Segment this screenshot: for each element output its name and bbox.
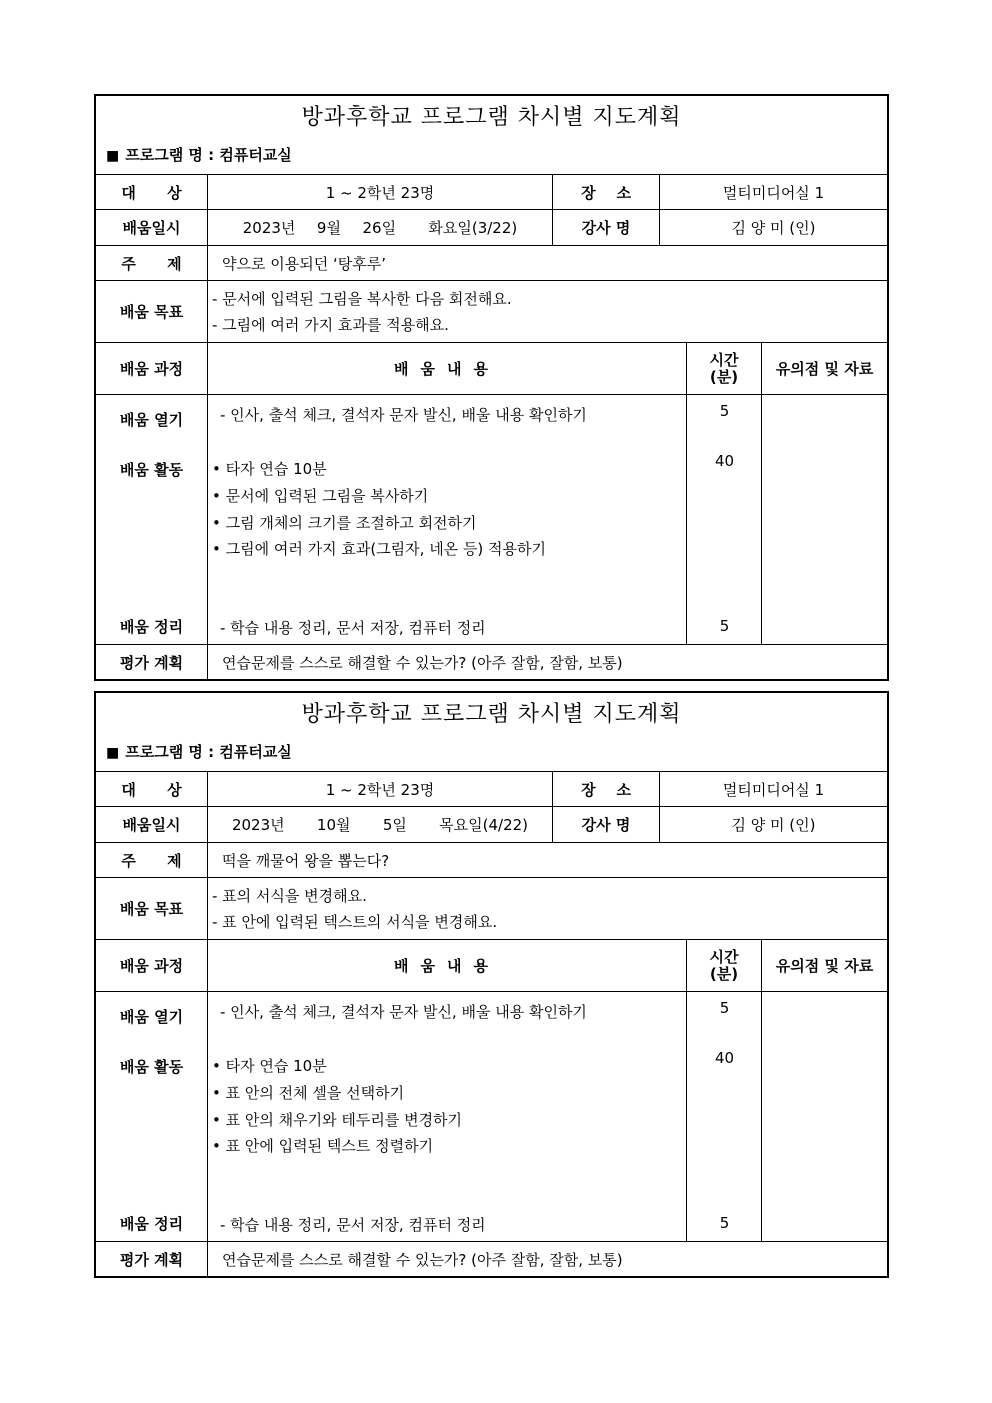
evaluation-value: 연습문제를 스스로 해결할 수 있는가? (아주 잘함, 잘함, 보통) xyxy=(207,1242,887,1276)
evaluation-value: 연습문제를 스스로 해결할 수 있는가? (아주 잘함, 잘함, 보통) xyxy=(207,645,887,679)
goal-item: - 그림에 여러 가지 효과를 적용해요. xyxy=(212,315,449,334)
goals-label: 배움 목표 xyxy=(119,900,184,918)
plan-title: 방과후학교 프로그램 차시별 지도계획 xyxy=(301,702,682,727)
goal-item: - 표의 서식을 변경해요. xyxy=(212,886,367,905)
stage-activity: 배움 활동 xyxy=(119,1058,184,1076)
notes-column xyxy=(761,395,887,644)
target-value: 1 ~ 2학년 23명 xyxy=(207,175,552,209)
time-activity: 40 xyxy=(714,452,735,470)
program-name: ■ 프로그램 명 : 컴퓨터교실 xyxy=(96,140,887,175)
activity-item: • 타자 연습 10분 xyxy=(212,1057,327,1075)
process-body-row xyxy=(96,992,887,1242)
target-row xyxy=(96,772,887,807)
place-label: 장 소 xyxy=(552,772,659,806)
activity-item: • 표 안의 채우기와 테두리를 변경하기 xyxy=(212,1111,463,1129)
topic-row xyxy=(96,843,887,878)
goal-item: - 문서에 입력된 그림을 복사한 다음 회전해요. xyxy=(212,289,512,308)
date-row xyxy=(96,807,887,843)
evaluation-row xyxy=(96,645,887,679)
place-label: 장 소 xyxy=(552,175,659,209)
teacher-label: 강사 명 xyxy=(552,210,659,245)
time-close: 5 xyxy=(719,1214,730,1232)
teacher-value: 김 양 미 (인) xyxy=(659,807,887,842)
process-label: 배움 과정 xyxy=(119,360,184,378)
stage-column xyxy=(96,992,207,1241)
time-header: 시간 (분) xyxy=(686,343,761,394)
content-header: 배움내용 xyxy=(207,940,686,991)
stage-activity: 배움 활동 xyxy=(119,461,184,479)
target-label: 대 상 xyxy=(121,183,182,202)
time-activity: 40 xyxy=(714,1049,735,1067)
place-value: 멀티미디어실 1 xyxy=(659,772,887,806)
square-bullet-icon: ■ xyxy=(106,148,120,164)
topic-label: 주 제 xyxy=(121,851,182,870)
open-content: - 인사, 출석 체크, 결석자 문자 발신, 배울 내용 확인하기 xyxy=(220,406,587,424)
topic-label: 주 제 xyxy=(121,254,182,273)
notes-header: 유의점 및 자료 xyxy=(761,940,887,991)
date-value: 2023년 10월 5일 목요일(4/22) xyxy=(207,807,552,842)
goal-item: - 표 안에 입력된 텍스트의 서식을 변경해요. xyxy=(212,912,498,931)
content-column xyxy=(207,992,686,1241)
time-column xyxy=(686,992,761,1241)
time-column xyxy=(686,395,761,644)
goals-label: 배움 목표 xyxy=(119,303,184,321)
topic-value: 약으로 이용되던 ‘탕후루’ xyxy=(207,246,887,280)
activity-item: • 표 안에 입력된 텍스트 정렬하기 xyxy=(212,1137,434,1155)
goals-list xyxy=(207,878,887,939)
evaluation-label: 평가 계획 xyxy=(119,653,184,672)
activity-item: • 타자 연습 10분 xyxy=(212,460,327,478)
notes-header: 유의점 및 자료 xyxy=(761,343,887,394)
evaluation-label: 평가 계획 xyxy=(119,1250,184,1269)
stage-close: 배움 정리 xyxy=(119,618,184,636)
target-label: 대 상 xyxy=(121,780,182,799)
stage-close: 배움 정리 xyxy=(119,1215,184,1233)
lesson-plan-1 xyxy=(94,94,889,681)
time-open: 5 xyxy=(719,402,730,420)
process-header-row xyxy=(96,343,887,395)
time-header: 시간 (분) xyxy=(686,940,761,991)
square-bullet-icon: ■ xyxy=(106,745,120,761)
goals-list xyxy=(207,281,887,342)
activity-item: • 표 안의 전체 셀을 선택하기 xyxy=(212,1084,405,1102)
goals-row xyxy=(96,878,887,940)
date-row xyxy=(96,210,887,246)
time-close: 5 xyxy=(719,617,730,635)
topic-row xyxy=(96,246,887,281)
date-label: 배움일시 xyxy=(122,816,181,834)
content-column xyxy=(207,395,686,644)
goals-row xyxy=(96,281,887,343)
topic-value: 떡을 깨물어 왕을 뽑는다? xyxy=(207,843,887,877)
date-label: 배움일시 xyxy=(122,219,181,237)
content-header: 배움내용 xyxy=(207,343,686,394)
date-value: 2023년 9월 26일 화요일(3/22) xyxy=(207,210,552,245)
close-content: - 학습 내용 정리, 문서 저장, 컴퓨터 정리 xyxy=(220,1216,486,1234)
open-content: - 인사, 출석 체크, 결석자 문자 발신, 배울 내용 확인하기 xyxy=(220,1003,587,1021)
activity-item: • 그림에 여러 가지 효과(그림자, 네온 등) 적용하기 xyxy=(212,540,547,558)
teacher-label: 강사 명 xyxy=(552,807,659,842)
place-value: 멀티미디어실 1 xyxy=(659,175,887,209)
plan-title: 방과후학교 프로그램 차시별 지도계획 xyxy=(301,105,682,130)
stage-open: 배움 열기 xyxy=(119,411,184,429)
evaluation-row xyxy=(96,1242,887,1276)
activity-item: • 그림 개체의 크기를 조절하고 회전하기 xyxy=(212,514,477,532)
process-header-row xyxy=(96,940,887,992)
stage-open: 배움 열기 xyxy=(119,1008,184,1026)
process-body-row xyxy=(96,395,887,645)
teacher-value: 김 양 미 (인) xyxy=(659,210,887,245)
program-name: ■ 프로그램 명 : 컴퓨터교실 xyxy=(96,737,887,772)
lesson-plan-2 xyxy=(94,691,889,1278)
target-value: 1 ~ 2학년 23명 xyxy=(207,772,552,806)
activity-item: • 문서에 입력된 그림을 복사하기 xyxy=(212,487,429,505)
notes-column xyxy=(761,992,887,1241)
close-content: - 학습 내용 정리, 문서 저장, 컴퓨터 정리 xyxy=(220,619,486,637)
time-open: 5 xyxy=(719,999,730,1017)
target-row xyxy=(96,175,887,210)
stage-column xyxy=(96,395,207,644)
process-label: 배움 과정 xyxy=(119,957,184,975)
